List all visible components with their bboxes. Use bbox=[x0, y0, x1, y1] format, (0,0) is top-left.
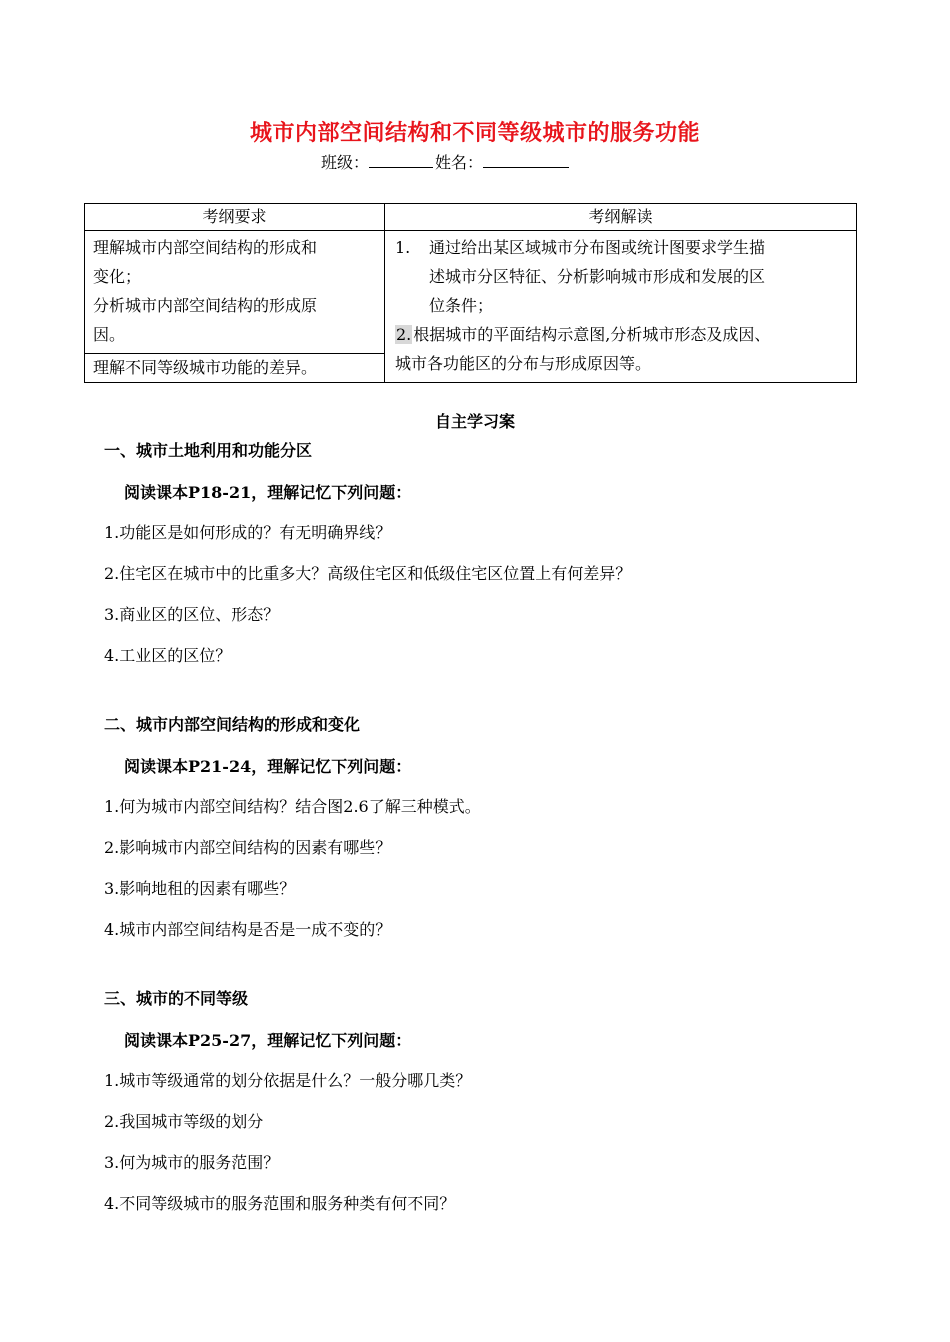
study-heading: 自主学习案 bbox=[434, 412, 515, 431]
interpretation-line: 根据城市的平面结构示意图,分析城市形态及成因、 bbox=[413, 325, 771, 344]
page-title: 城市内部空间结构和不同等级城市的服务功能 bbox=[249, 121, 700, 146]
section-heading: 一、城市土地利用和功能分区 bbox=[104, 441, 313, 460]
class-blank[interactable] bbox=[369, 150, 433, 168]
header-requirements: 考纲要求 bbox=[85, 204, 385, 231]
name-blank[interactable] bbox=[483, 150, 569, 168]
requirement-line: 理解城市内部空间结构的形成和 bbox=[93, 238, 318, 257]
interpretation-cell bbox=[385, 231, 857, 383]
question-item: 2.我国城市等级的划分 bbox=[104, 1112, 264, 1131]
syllabus-table bbox=[84, 203, 857, 383]
interpretation-line: 城市各功能区的分布与形成原因等。 bbox=[395, 354, 652, 373]
requirement-line: 变化； bbox=[93, 267, 142, 286]
student-info bbox=[321, 150, 569, 174]
requirement-line: 因。 bbox=[93, 325, 126, 344]
question-item: 1.何为城市内部空间结构？结合图2.6了解三种模式。 bbox=[104, 797, 481, 816]
name-label: 姓名： bbox=[435, 153, 484, 172]
reading-instruction: 阅读课本P21-24，理解记忆下列问题： bbox=[124, 757, 412, 776]
interpretation-line: 位条件； bbox=[429, 296, 494, 315]
interpretation-item-2 bbox=[395, 320, 850, 378]
reading-instruction: 阅读课本P25-27，理解记忆下列问题： bbox=[124, 1031, 412, 1050]
class-label: 班级： bbox=[321, 153, 370, 172]
item-number: 1. bbox=[395, 238, 411, 257]
question-item: 4.工业区的区位？ bbox=[104, 646, 232, 665]
question-item: 3.何为城市的服务范围？ bbox=[104, 1153, 280, 1172]
section-heading: 三、城市的不同等级 bbox=[104, 989, 249, 1008]
question-item: 3.商业区的区位、形态？ bbox=[104, 605, 280, 624]
interpretation-line: 述城市分区特征、分析影响城市形成和发展的区 bbox=[429, 267, 766, 286]
reading-instruction: 阅读课本P18-21，理解记忆下列问题： bbox=[124, 483, 412, 502]
question-item: 4.城市内部空间结构是否是一成不变的？ bbox=[104, 920, 392, 939]
item-number: 2. bbox=[396, 325, 412, 344]
question-item: 2.住宅区在城市中的比重多大？高级住宅区和低级住宅区位置上有何差异？ bbox=[104, 564, 632, 583]
section-heading: 二、城市内部空间结构的形成和变化 bbox=[104, 715, 361, 734]
question-item: 1.城市等级通常的划分依据是什么？一般分哪几类？ bbox=[104, 1071, 472, 1090]
interpretation-line: 通过给出某区域城市分布图或统计图要求学生描 bbox=[429, 238, 766, 257]
question-item: 4.不同等级城市的服务范围和服务种类有何不同？ bbox=[104, 1194, 456, 1213]
requirement-cell-2: 理解不同等级城市功能的差异。 bbox=[85, 354, 385, 383]
question-item: 3.影响地租的因素有哪些？ bbox=[104, 879, 296, 898]
requirement-line: 分析城市内部空间结构的形成原 bbox=[93, 296, 318, 315]
question-item: 2.影响城市内部空间结构的因素有哪些？ bbox=[104, 838, 392, 857]
header-interpretation: 考纲解读 bbox=[385, 204, 857, 231]
requirement-cell-1 bbox=[85, 231, 385, 354]
interpretation-item-1 bbox=[395, 233, 850, 320]
question-item: 1.功能区是如何形成的？有无明确界线？ bbox=[104, 523, 392, 542]
